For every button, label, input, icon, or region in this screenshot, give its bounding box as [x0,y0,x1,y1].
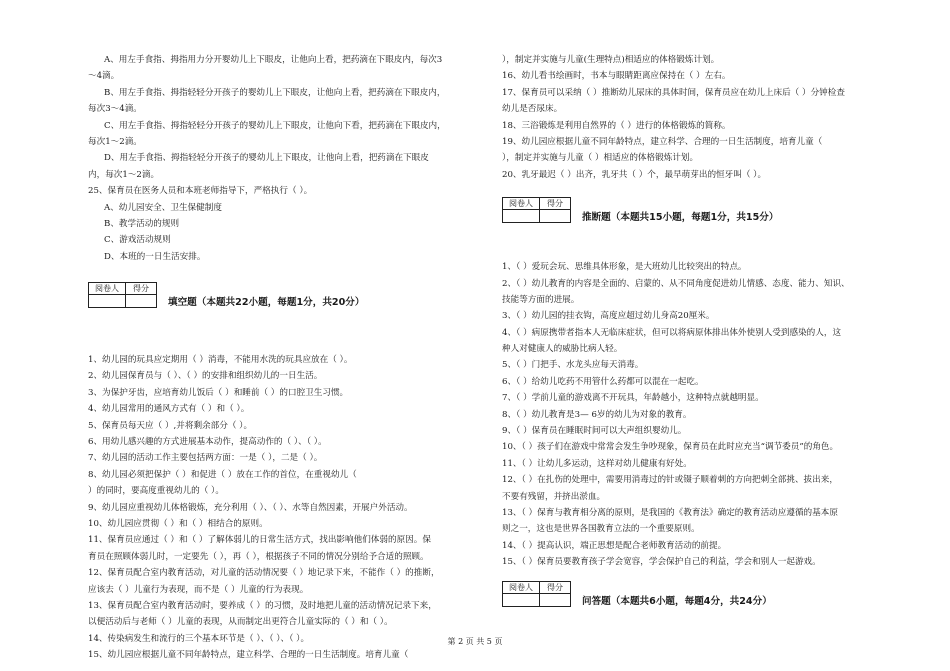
grader-blank-cell [89,295,126,308]
text-line: 11、保育员应通过（ ）和（ ）了解体弱儿的日常生活方式，找出影响他们体弱的原因。保 [88,535,431,546]
text-line: 4、（ ）病原携带者指本人无临床症状，但可以将病原体排出体外使别人受到感染的人，这 [502,327,842,338]
text-line: 5、保育员每天应（ ）,并将剩余部分（ ）。 [88,420,253,431]
fill-blank-section-header [88,282,488,322]
text-line: 9、幼儿园应重视幼儿体格锻炼，充分利用（ ）、（ ）、水等自然因素，开展户外活动。 [88,502,413,513]
text-line: 2、幼儿园保育员与（ ）、（ ）的安排和组织幼儿的一日生活。 [88,371,323,382]
grader-label: 阅卷人 [503,198,540,210]
text-line: C、游戏活动规则 [104,235,171,246]
text-line: 18、三浴锻炼是利用自然界的（ ）进行的体格锻炼的简称。 [502,120,731,131]
text-line: 种人对健康人的威胁比病人轻。 [502,344,623,355]
text-line: 应该去（ ）儿童行为表现，而不是（ ）儿童的行为表现。 [88,584,309,595]
text-line: 育员在照顾体弱儿时，一定要先（ ），再（ ），根据孩子不同的情况分别给予合适的照顾。 [88,551,429,562]
text-line: 13、（ ）保育与教育相分离的原则，是我国的《教育法》确定的教育活动应遵循的基本原 [502,507,838,518]
text-line: 11、（ ）让幼儿多运动，这样对幼儿健康有好处。 [502,458,692,469]
text-line: ），制定并实施与儿童（ ）相适应的体格锻炼计划。 [502,153,699,164]
text-line: 5、（ ）门把手、水龙头应每天消毒。 [502,360,644,371]
text-line: ～4滴。 [88,71,120,82]
text-line: 幼儿是否尿床。 [502,104,563,115]
text-line: 12、（ ）在扎伤的处理中，需要用消毒过的针或镊子顺着刺的方向把刺全部挑、拔出来， [502,475,838,486]
judge-section-header [502,197,902,237]
text-line: 10、（ ）孩子们在游戏中常常会发生争吵现象，保育员在此时应充当“调节委员”的角色。 [502,442,839,453]
grader-score-box [502,581,571,607]
text-line: B、用左手食指、拇指轻轻分开孩子的婴幼儿上下眼皮，让他向上看，把药滴在下眼皮内， [104,87,446,98]
score-blank-cell [126,295,157,308]
text-line: 则之一，这也是世界各国教育立法的一个重要原则。 [502,524,700,535]
qa-section-title: 问答题（本题共6小题，每题4分，共24分） [582,595,772,607]
score-label: 得分 [126,283,157,295]
text-line: C、用左手食指、拇指轻轻分开孩子的婴幼儿上下眼皮，让他向下看，把药滴在下眼皮内， [104,120,446,131]
text-line: A、幼儿园安全、卫生保健制度 [104,202,222,213]
text-line: 8、（ ）幼儿教育是3— 6岁的幼儿为对象的教育。 [502,409,692,420]
text-line: ），制定并实施与儿童(生理特点)相适应的体格锻炼计划。 [502,55,720,65]
text-line: 技能等方面的进展。 [502,294,580,305]
judge-questions [502,259,902,570]
text-line: 以便活动后与老师（ ）儿童的表现，从而制定出更符合儿童实际的（ ）和（ ）。 [88,617,393,628]
page-number: 第 2 页 共 5 页 [447,637,503,646]
text-line: B、教学活动的规则 [104,218,180,229]
text-line: 7、（ ）学前儿童的游戏离不开玩具，年龄越小，这种特点就越明显。 [502,393,764,404]
grader-blank-cell [503,210,540,223]
text-line: 4、幼儿园常用的通风方式有（ ）和（ ）。 [88,404,250,415]
score-label: 得分 [540,581,571,593]
text-line: D、本班的一日生活安排。 [104,251,206,262]
score-label: 得分 [540,198,571,210]
text-line: 15、幼儿园应根据儿童不同年龄特点，建立科学、合理的一日生活制度。培育儿童（ [88,650,409,661]
text-line: A、用左手食指、拇指用力分开婴幼儿上下眼皮，让他向上看，把药滴在下眼皮内，每次3 [104,55,443,65]
grader-score-box [88,282,157,308]
text-line: 14、（ ）提高认识，端正思想是配合老师教育活动的前提。 [502,540,727,551]
text-line: 14、传染病发生和流行的三个基本环节是（ ）、（ ）、（ ）。 [88,633,310,644]
text-line: D、用左手食指、拇指轻轻分开孩子的婴幼儿上下眼皮，让他向上看，把药滴在下眼皮 [104,153,429,164]
text-line: 不要有残留，并挤出淤血。 [502,491,606,502]
judge-section-title: 推断题（本题共15小题，每题1分，共15分） [582,212,779,224]
text-line: 10、幼儿园应贯彻（ ）和（ ）相结合的原则。 [88,518,268,529]
text-line: 20、乳牙最迟（ ）出齐，乳牙共（ ）个，最早萌芽出的恒牙叫（ ）。 [502,169,767,180]
text-line: 13、保育员配合室内教育活动时，要养成（ ）的习惯，及时地把儿童的活动情况记录下来， [88,600,437,611]
text-line: 8、幼儿园必须把保护（ ）和促进（ ）放在工作的首位，在重视幼儿（ [88,469,357,480]
text-line: 15、（ ）保育员要教育孩子学会宽容，学会保护自己的利益，学会和别人一起游戏。 [502,557,821,568]
qa-section-header [502,581,902,621]
left-column [88,52,488,664]
grader-score-box [502,197,571,223]
grader-blank-cell [503,593,540,606]
text-line: 25、保育员在医务人员和本班老师指导下，严格执行（ ）。 [88,186,313,197]
text-line: 每次3～4滴。 [88,104,142,115]
grader-label: 阅卷人 [503,581,540,593]
text-line: 16、幼儿看书绘画时，书本与眼睛距离应保持在（ ）左右。 [502,71,731,82]
fill-blank-section-title: 填空题（本题共22小题，每题1分，共20分） [168,297,365,309]
text-line: ）的同时，要高度重视幼儿的（ ）。 [88,486,224,497]
question-24-25-block [88,52,488,265]
text-line: 3、为保护牙齿，应培育幼儿饭后（ ）和睡前（ ）的口腔卫生习惯。 [88,387,349,398]
text-line: 6、用幼儿感兴趣的方式进展基本动作，提高动作的（ ）、（ ）。 [88,437,327,448]
right-column [502,52,902,621]
text-line: 12、保育员配合室内教育活动，对儿童的活动情况要（ ）地记录下来，不能作（ ）的推断， [88,568,440,579]
text-line: 17、保育员可以采纳（ ）推断幼儿尿床的具体时间，保育员应在幼儿上床后（ ）分钟检查 [502,87,845,98]
fill-blank-continued [502,52,902,183]
text-line: 7、幼儿园的活动工作主要包括两方面：一是（ ），二是（ ）。 [88,453,323,464]
text-line: 9、（ ）保育员在睡眠时间可以大声组织婴幼儿。 [502,426,687,437]
grader-label: 阅卷人 [89,283,126,295]
text-line: 每次1～2滴。 [88,136,142,147]
text-line: 3、（ ）幼儿园的挂衣钩，高度应超过幼儿身高20厘米。 [502,311,715,322]
text-line: 2、（ ）幼儿教育的内容是全面的、启蒙的、从不同角度促进幼儿情感、态度、能力、知识、 [502,278,850,289]
score-blank-cell [540,210,571,223]
text-line: 1、（ ）爱玩会玩、思维具体形象，是大班幼儿比较突出的特点。 [502,262,747,273]
text-line: 1、幼儿园的玩具应定期用（ ）消毒，不能用水洗的玩具应放在（ ）。 [88,355,353,366]
score-blank-cell [540,593,571,606]
text-line: 6、（ ）给幼儿吃药不用管什么药都可以混在一起吃。 [502,376,704,387]
fill-blank-questions [88,352,488,663]
text-line: 内，每次1～2滴。 [88,169,160,180]
text-line: 19、幼儿园应根据儿童不同年龄特点，建立科学、合理的一日生活制度，培育儿童（ [502,136,823,147]
